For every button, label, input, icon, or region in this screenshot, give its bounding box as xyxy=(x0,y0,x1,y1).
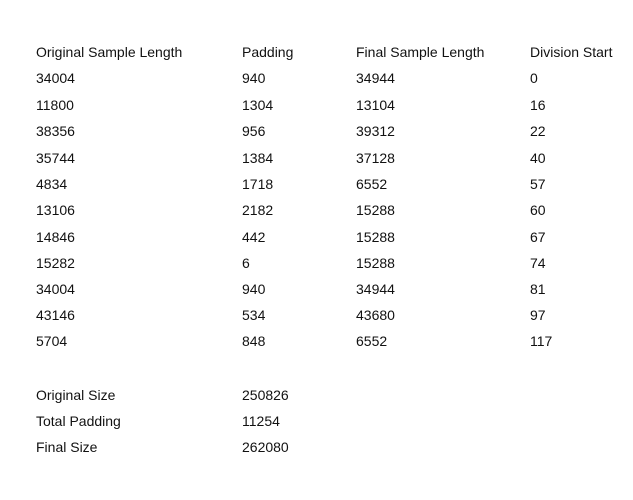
cell-final-sample-length: 34944 xyxy=(356,70,395,86)
cell-division-start: 67 xyxy=(530,229,546,245)
cell-division-start: 16 xyxy=(530,97,546,113)
cell-original-sample-length: 11800 xyxy=(36,97,74,113)
cell-final-sample-length: 43680 xyxy=(356,307,395,323)
summary-row-final-size xyxy=(0,436,633,458)
table-row xyxy=(0,330,633,352)
cell-original-sample-length: 43146 xyxy=(36,307,75,323)
cell-padding: 534 xyxy=(242,307,266,323)
cell-division-start: 22 xyxy=(530,123,546,139)
table-row xyxy=(0,304,633,326)
cell-padding: 1304 xyxy=(242,97,274,113)
table-row xyxy=(0,120,633,142)
summary-label: Total Padding xyxy=(36,413,121,429)
table-row xyxy=(0,173,633,195)
header-original-sample-length: Original Sample Length xyxy=(36,44,183,60)
cell-padding: 940 xyxy=(242,70,266,86)
table-row xyxy=(0,252,633,274)
cell-original-sample-length: 35744 xyxy=(36,150,75,166)
cell-original-sample-length: 4834 xyxy=(36,176,68,192)
summary-value: 250826 xyxy=(242,387,289,403)
cell-padding: 1718 xyxy=(242,176,274,192)
table-row xyxy=(0,226,633,248)
table-row xyxy=(0,67,633,89)
cell-division-start: 97 xyxy=(530,307,546,323)
summary-row-total-padding xyxy=(0,410,633,432)
cell-padding: 442 xyxy=(242,229,266,245)
summary-label: Final Size xyxy=(36,439,98,455)
cell-final-sample-length: 15288 xyxy=(356,255,395,271)
cell-final-sample-length: 15288 xyxy=(356,229,395,245)
cell-padding: 1384 xyxy=(242,150,274,166)
cell-final-sample-length: 37128 xyxy=(356,150,395,166)
header-division-start: Division Start xyxy=(530,44,613,60)
cell-division-start: 74 xyxy=(530,255,546,271)
cell-division-start: 117 xyxy=(530,333,553,349)
table-row xyxy=(0,199,633,221)
header-padding: Padding xyxy=(242,44,294,60)
cell-final-sample-length: 6552 xyxy=(356,333,388,349)
cell-final-sample-length: 39312 xyxy=(356,123,395,139)
cell-padding: 940 xyxy=(242,281,266,297)
cell-division-start: 60 xyxy=(530,202,546,218)
cell-original-sample-length: 15282 xyxy=(36,255,75,271)
cell-final-sample-length: 6552 xyxy=(356,176,388,192)
header-final-sample-length: Final Sample Length xyxy=(356,44,485,60)
cell-original-sample-length: 34004 xyxy=(36,70,75,86)
cell-final-sample-length: 15288 xyxy=(356,202,395,218)
cell-padding: 6 xyxy=(242,255,250,271)
summary-label: Original Size xyxy=(36,387,116,403)
cell-final-sample-length: 13104 xyxy=(356,97,395,113)
cell-original-sample-length: 14846 xyxy=(36,229,75,245)
cell-padding: 2182 xyxy=(242,202,274,218)
cell-padding: 956 xyxy=(242,123,266,139)
table-header-row xyxy=(0,41,633,63)
cell-final-sample-length: 34944 xyxy=(356,281,395,297)
table-row xyxy=(0,147,633,169)
summary-value: 11254 xyxy=(242,413,280,429)
table-row xyxy=(0,94,633,116)
cell-division-start: 57 xyxy=(530,176,546,192)
cell-padding: 848 xyxy=(242,333,266,349)
cell-original-sample-length: 13106 xyxy=(36,202,75,218)
summary-value: 262080 xyxy=(242,439,289,455)
cell-original-sample-length: 38356 xyxy=(36,123,75,139)
cell-division-start: 81 xyxy=(530,281,546,297)
cell-original-sample-length: 34004 xyxy=(36,281,75,297)
cell-original-sample-length: 5704 xyxy=(36,333,68,349)
summary-row-original-size xyxy=(0,384,633,406)
cell-division-start: 0 xyxy=(530,70,538,86)
table-row xyxy=(0,278,633,300)
cell-division-start: 40 xyxy=(530,150,546,166)
